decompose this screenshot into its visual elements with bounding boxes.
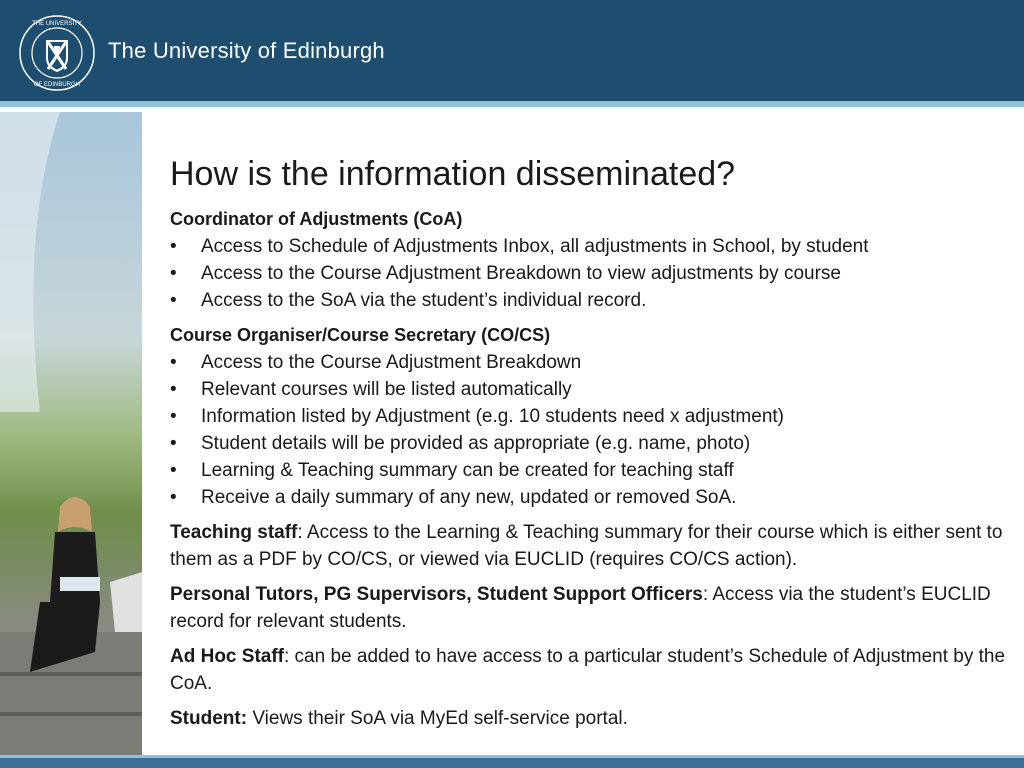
list-item: • Relevant courses will be listed automatically [170, 376, 1010, 403]
university-crest-icon [18, 14, 96, 92]
side-photo [0, 112, 142, 760]
bullet-icon: • [170, 236, 177, 257]
section-heading: Course Organiser/Course Secretary (CO/CS) [170, 325, 551, 345]
section-heading: Coordinator of Adjustments (CoA) [170, 209, 463, 229]
paragraph-personal-tutors: Personal Tutors, PG Supervisors, Student Support Officers: Access via the student’s EUCLID record for relevant students. [170, 584, 991, 632]
list-item: • Access to the Course Adjustment Breakdown to view adjustments by course [170, 260, 1010, 287]
bullet-icon: • [170, 460, 177, 481]
paragraph-ad-hoc-staff: Ad Hoc Staff: can be added to have access to a particular student’s Schedule of Adjustment by the CoA. [170, 646, 1006, 694]
bullet-icon: • [170, 379, 177, 400]
student-photo-illustration [0, 112, 142, 760]
list-item: • Receive a daily summary of any new, updated or removed SoA. [170, 484, 1010, 511]
section-co-cs [170, 322, 1010, 511]
list-item: • Access to the SoA via the student’s individual record. [170, 287, 1010, 314]
bullet-list [170, 349, 1010, 511]
bullet-icon: • [170, 263, 177, 284]
bullet-list [170, 233, 1010, 314]
bullet-icon: • [170, 406, 177, 427]
list-item: • Learning & Teaching summary can be created for teaching staff [170, 457, 1010, 484]
list-item: • Access to the Course Adjustment Breakdown [170, 349, 1010, 376]
university-name: The University of Edinburgh [108, 38, 385, 63]
list-item: • Access to Schedule of Adjustments Inbox, all adjustments in School, by student [170, 233, 1010, 260]
slide-title: How is the information disseminated? [170, 155, 736, 193]
bullet-icon: • [170, 290, 177, 311]
paragraph-student: Student: Views their SoA via MyEd self-service portal. [170, 708, 628, 729]
header-stripe [0, 101, 1024, 107]
bullet-icon: • [170, 487, 177, 508]
slide-content [170, 150, 1010, 740]
header-bar [0, 0, 1024, 101]
bullet-icon: • [170, 352, 177, 373]
paragraph-teaching-staff: Teaching staff: Access to the Learning & Teaching summary for their course which is either sent to them as a PDF by CO/CS, or viewed via EUCLID (requires CO/CS action). [170, 522, 1003, 570]
section-coa [170, 206, 1010, 314]
svg-text:THE UNIVERSITY: THE UNIVERSITY [32, 21, 82, 27]
bullet-icon: • [170, 433, 177, 454]
list-item: • Information listed by Adjustment (e.g. 10 students need x adjustment) [170, 403, 1010, 430]
footer-stripe [0, 758, 1024, 768]
svg-text:OF EDINBURGH: OF EDINBURGH [33, 82, 81, 88]
list-item: • Student details will be provided as appropriate (e.g. name, photo) [170, 430, 1010, 457]
